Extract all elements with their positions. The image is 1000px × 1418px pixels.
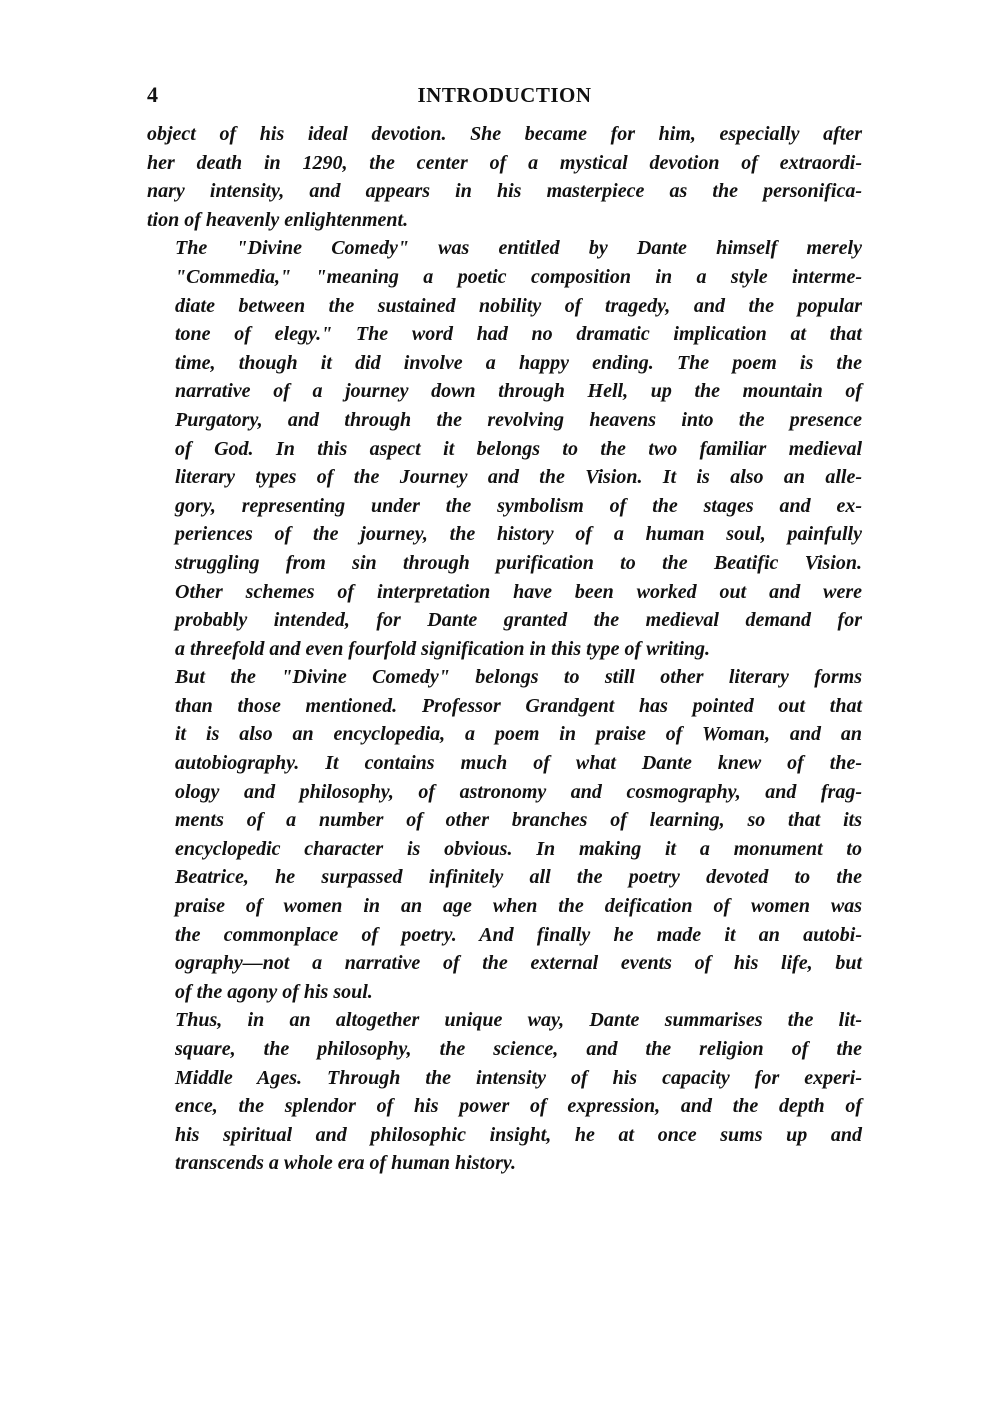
text-line: of God. In this aspect it belongs to the two familiar medieval bbox=[175, 437, 862, 460]
text-line: ence, the splendor of his power of expression, and the depth of bbox=[175, 1095, 862, 1118]
text-line: Other schemes of interpretation have been worked out and were bbox=[175, 580, 862, 603]
text-line: of the agony of his soul. bbox=[175, 980, 373, 1003]
text-line: Beatrice, he surpassed infinitely all the poetry devoted to the bbox=[175, 866, 862, 889]
text-line: probably intended, for Dante granted the medieval demand for bbox=[175, 609, 862, 632]
text-line: Middle Ages. Through the intensity of his capacity for experi- bbox=[175, 1066, 862, 1089]
text-line: it is also an encyclopedia, a poem in praise of Woman, and an bbox=[175, 723, 862, 746]
text-line: tion of heavenly enlightenment. bbox=[147, 208, 409, 231]
text-line: diate between the sustained nobility of tragedy, and the popular bbox=[175, 294, 862, 317]
text-line: praise of women in an age when the deification of women was bbox=[175, 895, 862, 918]
text-line: ography—not a narrative of the external events of his life, but bbox=[175, 952, 862, 975]
page-number: 4 bbox=[147, 82, 158, 107]
text-line: The "Divine Comedy" was entitled by Dante himself merely bbox=[175, 237, 862, 260]
text-line: struggling from sin through purification to the Beatific Vision. bbox=[175, 551, 862, 574]
text-line: her death in 1290, the center of a mystical devotion of extraordi- bbox=[147, 151, 862, 174]
text-line: tone of elegy." The word had no dramatic implication at that bbox=[175, 323, 862, 346]
text-line: object of his ideal devotion. She became for him, especially after bbox=[147, 123, 862, 145]
text-line: "Commedia," "meaning a poetic composition in a style interme- bbox=[175, 265, 862, 288]
book-page bbox=[147, 80, 862, 1178]
paragraph bbox=[147, 663, 862, 1006]
text-line: gory, representing under the symbolism of the stages and ex- bbox=[175, 494, 862, 517]
text-line: the commonplace of poetry. And finally he made it an autobi- bbox=[175, 923, 862, 946]
paragraph bbox=[147, 1006, 862, 1178]
text-line: time, though it did involve a happy ending. The poem is the bbox=[175, 351, 862, 374]
text-line: But the "Divine Comedy" belongs to still other literary forms bbox=[175, 666, 862, 689]
paragraph bbox=[147, 120, 862, 234]
text-line: transcends a whole era of human history. bbox=[175, 1152, 516, 1175]
body-text bbox=[147, 120, 862, 1178]
text-line: Purgatory, and through the revolving heavens into the presence bbox=[175, 408, 862, 431]
text-line: nary intensity, and appears in his masterpiece as the personifica- bbox=[147, 180, 862, 203]
chapter-title: INTRODUCTION bbox=[417, 83, 592, 107]
text-line: ology and philosophy, of astronomy and cosmography, and frag- bbox=[175, 780, 862, 803]
text-line: periences of the journey, the history of a human soul, painfully bbox=[175, 523, 862, 546]
text-line: literary types of the Journey and the Vision. It is also an alle- bbox=[175, 466, 862, 489]
text-line: than those mentioned. Professor Grandgent has pointed out that bbox=[175, 694, 862, 717]
text-line: his spiritual and philosophic insight, he at once sums up and bbox=[175, 1123, 862, 1146]
text-line: ments of a number of other branches of learning, so that its bbox=[175, 809, 862, 832]
text-line: encyclopedic character is obvious. In making it a monument to bbox=[175, 837, 862, 860]
text-line: narrative of a journey down through Hell, up the mountain of bbox=[175, 380, 862, 403]
paragraph bbox=[147, 234, 862, 663]
text-line: square, the philosophy, the science, and the religion of the bbox=[175, 1038, 862, 1060]
text-line: a threefold and even fourfold signification in this type of writing. bbox=[175, 637, 711, 660]
text-line: autobiography. It contains much of what Dante knew of the- bbox=[175, 752, 862, 775]
running-head bbox=[147, 80, 862, 110]
text-line: Thus, in an altogether unique way, Dante summarises the lit- bbox=[175, 1009, 862, 1032]
